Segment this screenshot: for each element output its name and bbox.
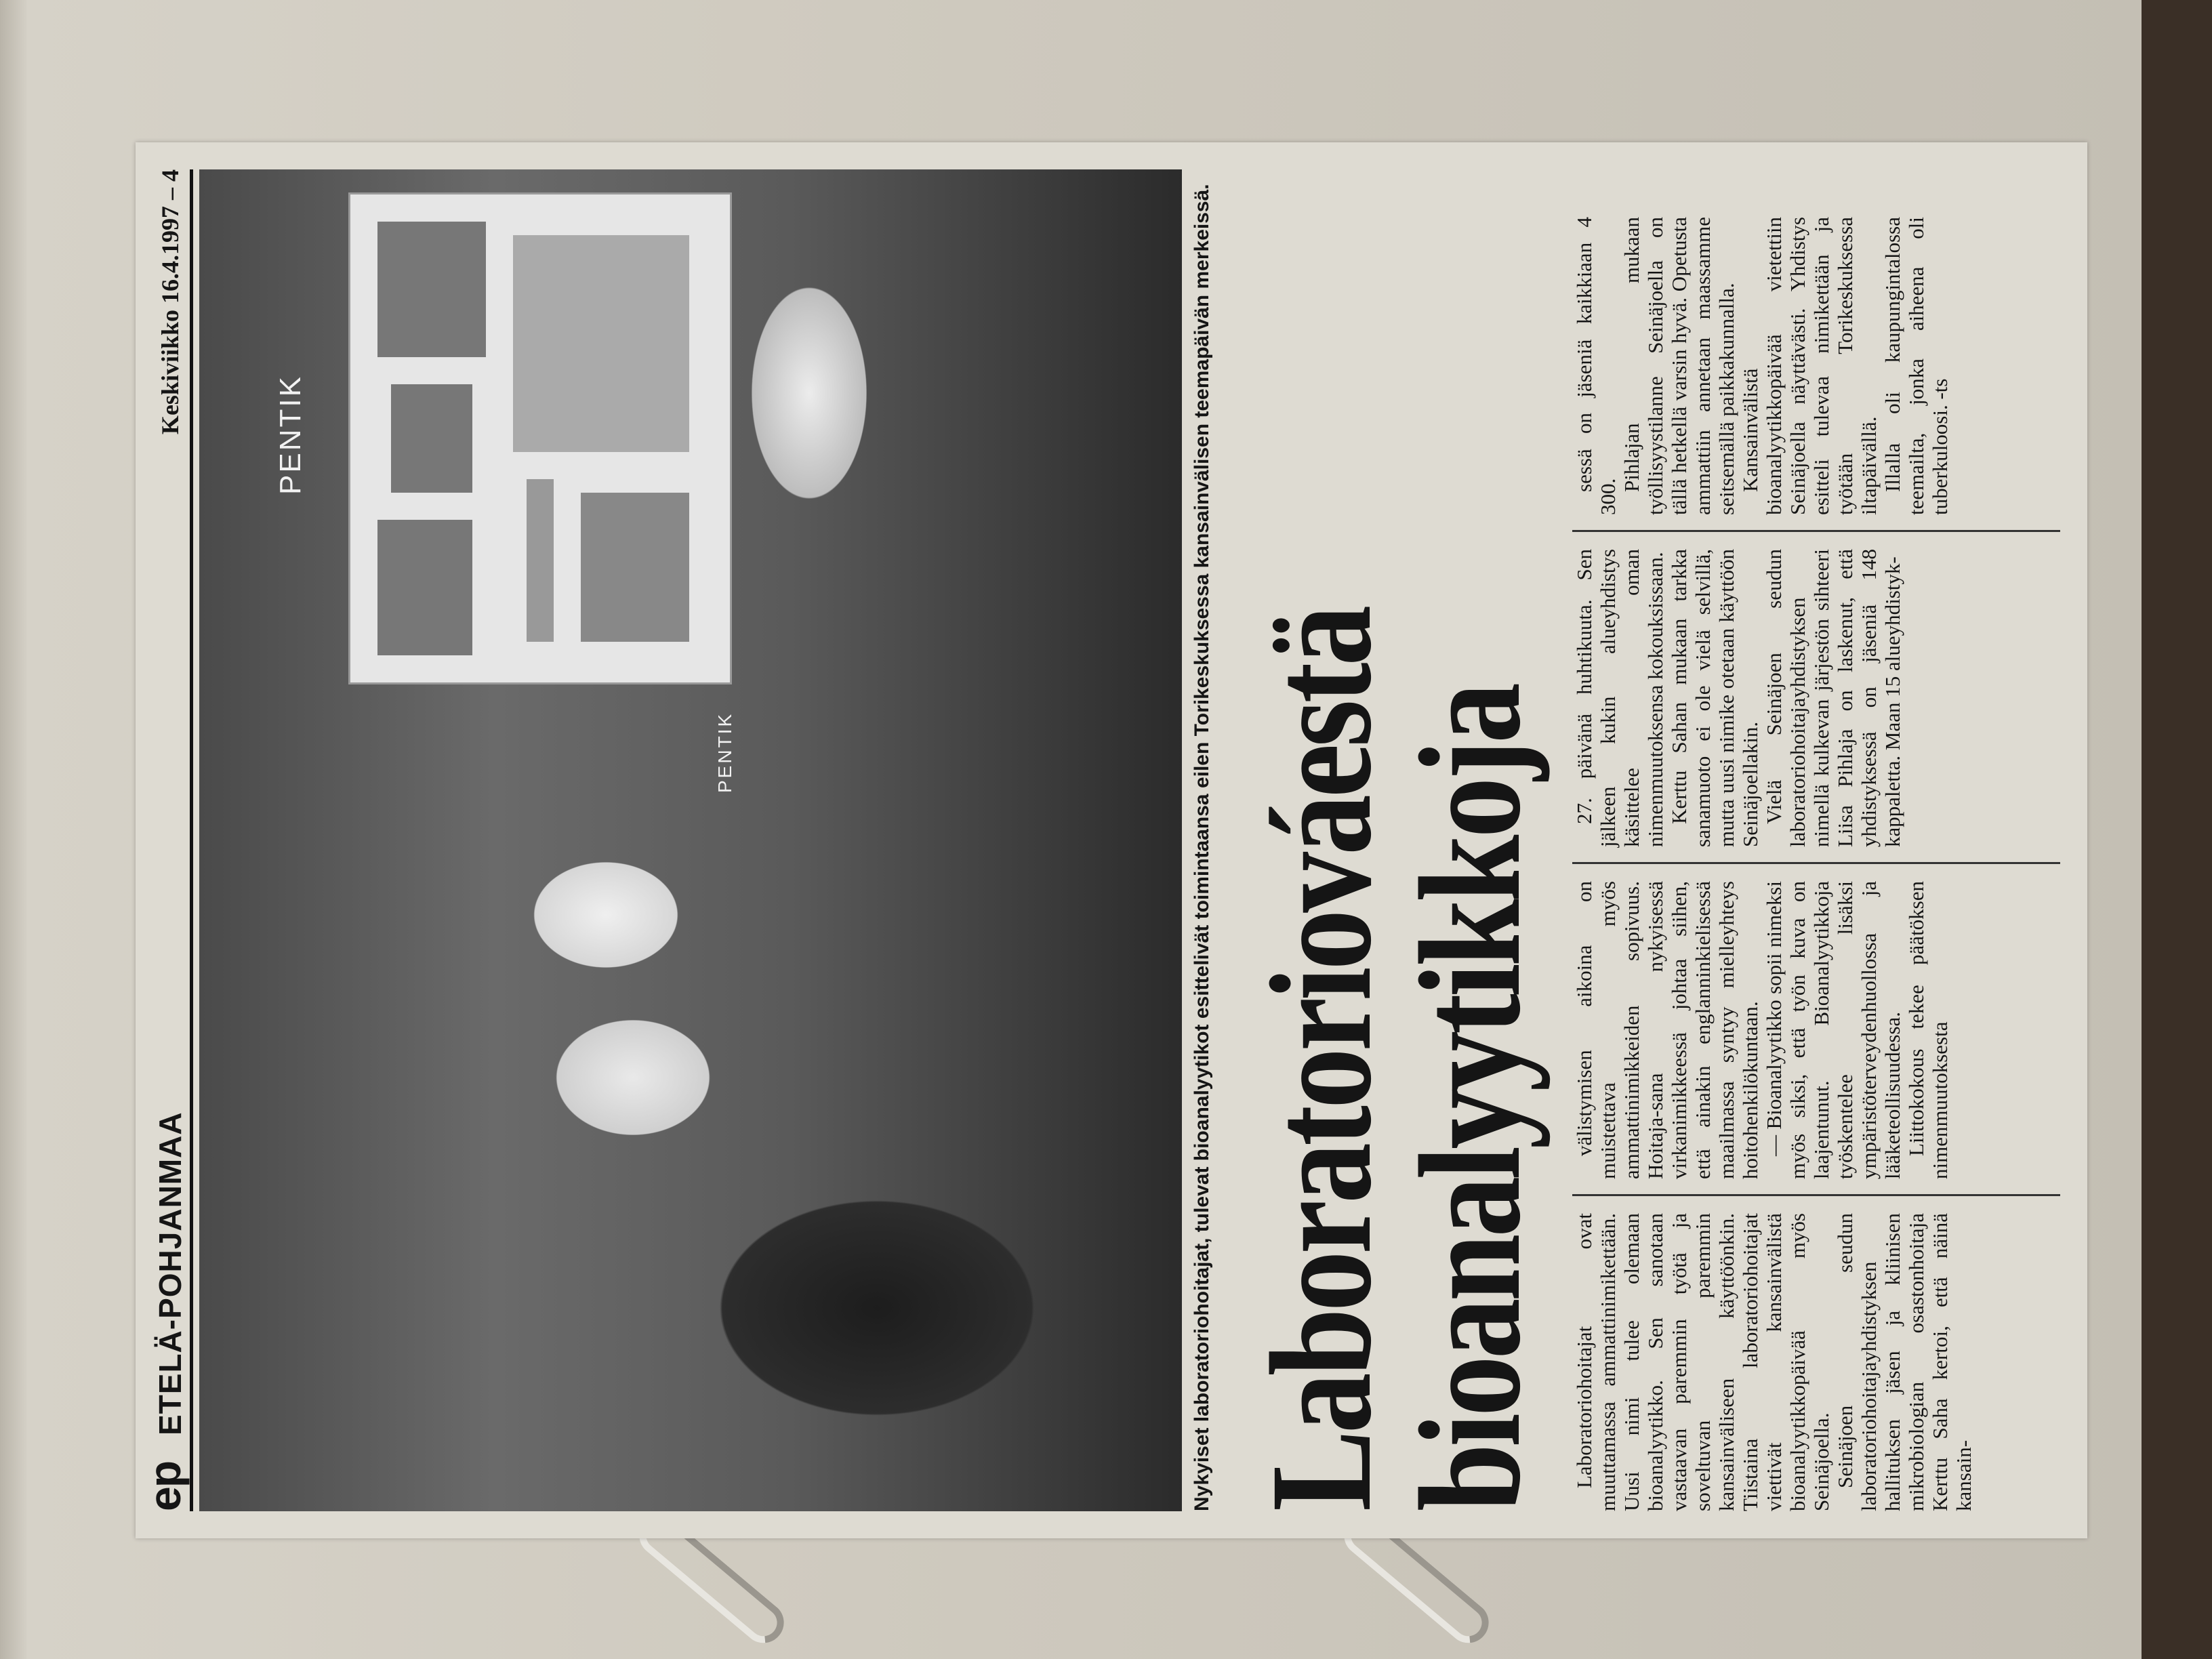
newspaper-logo: ep — [140, 1461, 190, 1511]
article-column-4 — [1572, 217, 1952, 515]
page-edge — [0, 0, 27, 1659]
newspaper-name: ETELÄ-POHJANMAA — [152, 1111, 188, 1435]
poster-board — [348, 192, 732, 684]
dateline: Keskiviikko 16.4.1997 – 4 — [157, 169, 184, 435]
paragraph: Kansainvälistä bioanalyytikkopäivää vietettiin Seinäjoella näyttävästi. Yhdistys esitteli tulevaa nimikettään ja työtään Torikeskuksessa iltapäivällä. — [1738, 217, 1881, 515]
shop-sign: PENTIK — [274, 375, 307, 495]
shop-sign: PENTIK — [714, 712, 735, 793]
paragraph: Illalla oli kaupungintalossa teemailta, jonka aiheena oli tuberkuloosi. -ts — [1881, 217, 1952, 515]
paragraph: — Bioanalyytikko sopii nimeksi myös siksi, että työn kuva on laajentunut. Bioanalyytikkoja työskentelee lisäksi ympäristöterveydenhuollossa ja lääketeollisuudessa. — [1762, 881, 1904, 1179]
news-photo — [199, 169, 1182, 1511]
paragraph: välistymisen aikoina on muistettava myös ammattinimikkeiden sopivuus. Hoitaja-sana nykyisessä virkanimikkeessä johtaa siihen, että ainakin englanninkielisessä maailmassa syntyy mielleyhteys hoitohenkilökuntaan. — [1572, 881, 1762, 1179]
column-rule — [1572, 862, 2060, 864]
paragraph: Vielä Seinäjoen seudun laboratoriohoitajayhdistyksen nimellä kulkevan järjestön sihteeri Liisa Pihlaja on laskenut, että yhdistyksessä on jäseniä 148 kappaletta. Maan 15 alueyhdistyk- — [1762, 549, 1904, 847]
article-column-2 — [1572, 881, 1952, 1179]
paragraph: Kerttu Sahan mukaan tarkka sanamuoto ei ole vielä selvillä, mutta uusi nimike otetaan käyttöön Seinäjoellakin. — [1667, 549, 1762, 847]
paragraph: Laboratoriohoitajat ovat muuttamassa ammattinimikettään. Uusi nimi tulee olemaan bioanalyytikko. Sen sanotaan vastaavan paremmin työtä ja soveltuvan paremmin kansainväliseen käyttöönkin. Tiistaina laboratoriohoitajat viettivät kansainvälistä bioanalyytikkopäivää myös Seinäjoella. — [1572, 1213, 1833, 1511]
article-column-1 — [1572, 1213, 1975, 1511]
paragraph: 27. päivänä huhtikuuta. Sen jälkeen kukin alueyhdistys käsittelee oman nimenmuutoksensa kokouksissaan. — [1572, 549, 1667, 847]
paragraph: Pihlajan mukaan työllisyystilanne Seinäjoella on tällä hetkellä varsin hyvä. Opetusta ammattiin annetaan maassamme seitsemällä paikkakunnalla. — [1620, 217, 1738, 515]
column-rule — [1572, 530, 2060, 532]
headline — [1241, 373, 1551, 1511]
paragraph: sessä on jäseniä kaikkiaan 4 300. — [1572, 217, 1620, 515]
column-rule — [1572, 1194, 2060, 1196]
headline-line-2: bioanalyytikkoja — [1390, 686, 1551, 1511]
photo-caption: Nykyiset laboratoriohoitajat, tulevat bioanalyytikot esittelivät toimintaansa eilen Torikeskuksessa kansainvälisen teemapäivän merkeissä. — [1191, 184, 1213, 1511]
paragraph: Seinäjoen seudun laboratoriohoitajayhdistyksen hallituksen jäsen ja kliinisen mikrobiologian osastonhoitaja Kerttu Saha kertoi, että näinä kansain- — [1833, 1213, 1975, 1511]
article-column-3 — [1572, 549, 1904, 847]
newspaper-clipping — [136, 142, 2087, 1538]
masthead — [142, 169, 193, 1511]
article-body — [1572, 169, 2060, 1511]
paragraph: Liittokokous tekee päätöksen nimenmuutoksesta — [1904, 881, 1952, 1179]
headline-line-1: Laboratoriováestä — [1241, 608, 1401, 1511]
